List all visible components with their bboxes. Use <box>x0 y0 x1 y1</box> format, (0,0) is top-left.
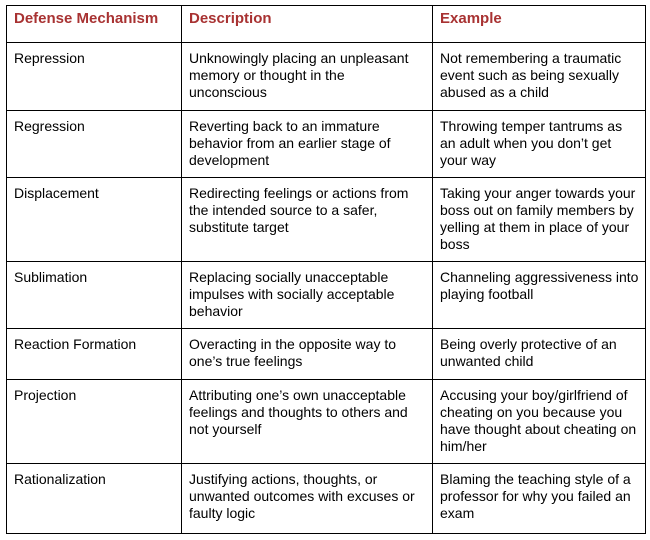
description-cell: Replacing socially unacceptable impulses with socially acceptable behavior <box>182 262 433 329</box>
description-cell: Redirecting feelings or actions from the intended source to a safer, substitute target <box>182 178 433 262</box>
table-row <box>7 380 646 464</box>
example-cell: Accusing your boy/girlfriend of cheating on you because you have thought about cheating on him/her <box>433 380 646 464</box>
description-cell: Overacting in the opposite way to one’s true feelings <box>182 329 433 380</box>
table-row <box>7 111 646 178</box>
mechanism-cell: Displacement <box>7 178 182 262</box>
description-cell: Reverting back to an immature behavior from an earlier stage of development <box>182 111 433 178</box>
header-example: Example <box>433 6 646 43</box>
description-cell: Justifying actions, thoughts, or unwanted outcomes with excuses or faulty logic <box>182 464 433 534</box>
example-cell: Taking your anger towards your boss out on family members by yelling at them in place of your boss <box>433 178 646 262</box>
example-cell: Blaming the teaching style of a professor for why you failed an exam <box>433 464 646 534</box>
mechanism-cell: Reaction Formation <box>7 329 182 380</box>
table-row <box>7 262 646 329</box>
mechanism-cell: Regression <box>7 111 182 178</box>
mechanism-cell: Sublimation <box>7 262 182 329</box>
table-row <box>7 464 646 534</box>
mechanism-cell: Repression <box>7 43 182 111</box>
header-defense-mechanism: Defense Mechanism <box>7 6 182 43</box>
example-cell: Throwing temper tantrums as an adult when you don’t get your way <box>433 111 646 178</box>
description-cell: Unknowingly placing an unpleasant memory or thought in the unconscious <box>182 43 433 111</box>
header-description: Description <box>182 6 433 43</box>
table-row <box>7 329 646 380</box>
mechanism-cell: Rationalization <box>7 464 182 534</box>
example-cell: Being overly protective of an unwanted child <box>433 329 646 380</box>
mechanism-cell: Projection <box>7 380 182 464</box>
description-cell: Attributing one’s own unacceptable feelings and thoughts to others and not yourself <box>182 380 433 464</box>
example-cell: Not remembering a traumatic event such as being sexually abused as a child <box>433 43 646 111</box>
defense-mechanisms-table <box>6 5 646 534</box>
example-cell: Channeling aggressiveness into playing football <box>433 262 646 329</box>
table-header-row <box>7 6 646 43</box>
table-row <box>7 178 646 262</box>
table-row <box>7 43 646 111</box>
